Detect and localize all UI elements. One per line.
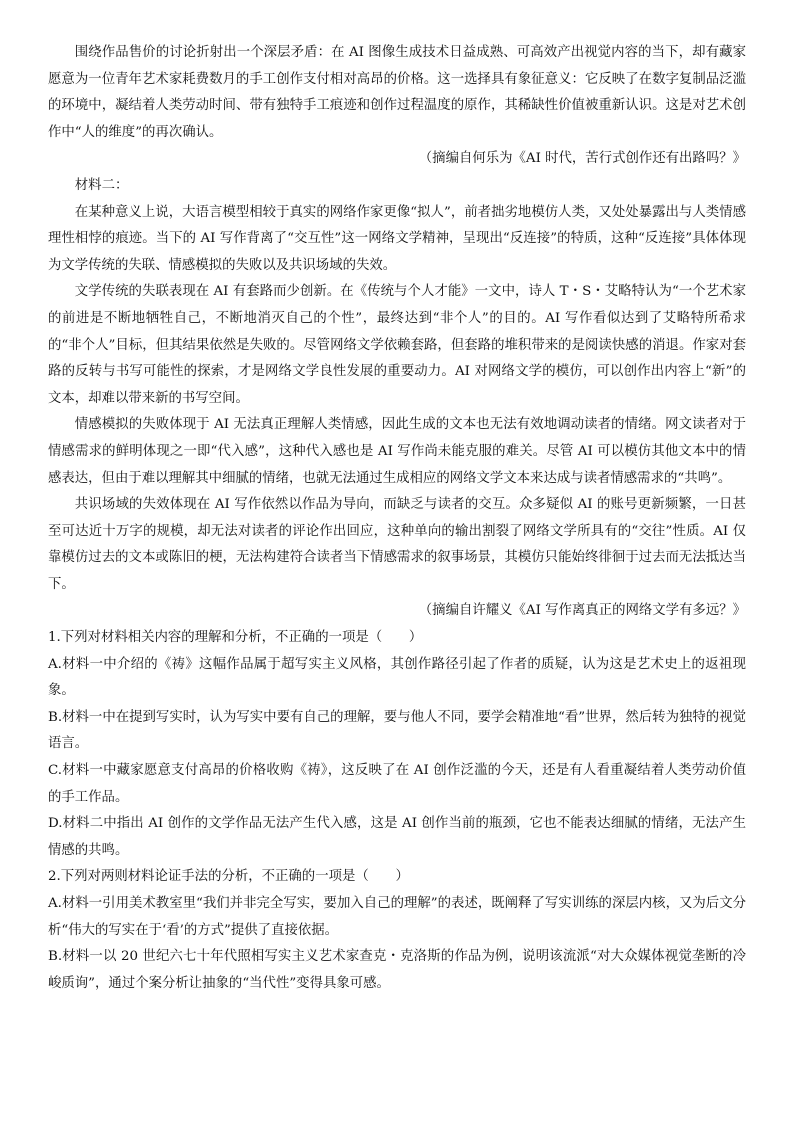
source-citation: （摘编自许耀义《AI 写作离真正的网络文学有多远？》 — [418, 603, 746, 619]
material-label: 材料二： — [74, 177, 129, 193]
question-option: D.材料二中指出 AI 创作的文学作品无法产生代入感，这是 AI 创作当前的瓶颈，它也不能表达细腻的情绪，无法产生情感的共鸣。 — [48, 816, 746, 858]
question-stem: 2.下列对两则材料论证手法的分析，不正确的一项是（ ） — [48, 869, 409, 885]
body-paragraph: 共识场域的失效体现在 AI 写作依然以作品为导向，而缺乏与读者的交互。众多疑似 AI 的账号更新频繁，一日甚至可达近十万字的规模，却无法对读者的评论作出回应，这种单向的输出割裂了网络文学所具有的“交往”性质。AI 仅靠模仿过去的文本或陈旧的梗，无法构建符合读者当下情感需求的叙事场景，其模仿只能始终徘徊于过去而无法抵达当下。 — [48, 497, 746, 592]
body-paragraph: 在某种意义上说，大语言模型相较于真实的网络作家更像“拟人”，前者拙劣地模仿人类，又处处暴露出与人类情感理性相悖的痕迹。当下的 AI 写作背离了“交互性”这一网络文学精神，呈现出“反连接”的特质，这种“反连接”具体体现为文学传统的失联、情感模拟的失败以及共识场域的失效。 — [48, 204, 746, 273]
question-option: A.材料一引用美术教室里“我们并非完全写实，要加入自己的理解”的表述，既阐释了写实训练的深层内核，又为后文分析“伟大的写实在于‘看’的方式”提供了直接依据。 — [48, 896, 746, 938]
question-option: B.材料一以 20 世纪六七十年代照相写实主义艺术家查克・克洛斯的作品为例，说明该流派“对大众媒体视觉垄断的冷峻质询”，通过个案分析让抽象的“当代性”变得具象可感。 — [48, 949, 746, 991]
question-option: C.材料一中藏家愿意支付高昂的价格收购《祷》，这反映了在 AI 创作泛滥的今天，还是有人看重凝结着人类劳动价值的手工作品。 — [48, 763, 746, 805]
body-paragraph: 情感模拟的失败体现于 AI 无法真正理解人类情感，因此生成的文本也无法有效地调动读者的情绪。网文读者对于情感需求的鲜明体现之一即“代入感”，这种代入感也是 AI 写作尚未能克服的难关。尽管 AI 可以模仿其他文本中的情感表达，但由于难以理解其中细腻的情绪，也就无法通过生成相应的网络文学文本来达成与读者情感需求的“共鸣”。 — [48, 417, 746, 486]
source-citation: （摘编自何乐为《AI 时代，苦行式创作还有出路吗？》 — [418, 151, 746, 167]
body-paragraph: 文学传统的失联表现在 AI 有套路而少创新。在《传统与个人才能》一文中，诗人 T・S・艾略特认为“一个艺术家的前进是不断地牺牲自己，不断地消灭自己的个性”，最终达到“非个人”的目的。AI 写作看似达到了艾略特所希求的“非个人”目标，但其结果依然是失败的。尽管网络文学依赖套路，但套路的堆积带来的是阅读快感的消退。作家对套路的反转与书写可能性的探索，才是网络文学良性发展的重要动力。AI 对网络文学的模仿，可以创作出内容上“新”的文本，却难以带来新的书写空间。 — [48, 284, 746, 406]
question-stem: 1.下列对材料相关内容的理解和分析，不正确的一项是（ ） — [48, 630, 423, 646]
question-option: A.材料一中介绍的《祷》这幅作品属于超写实主义风格，其创作路径引起了作者的质疑，认为这是艺术史上的返祖现象。 — [48, 656, 746, 699]
document-page — [48, 40, 746, 997]
question-option: B.材料一中在提到写实时，认为写实中要有自己的理解，要与他人不同，要学会精准地“看”世界，然后转为独特的视觉语言。 — [48, 709, 746, 752]
body-paragraph: 围绕作品售价的讨论折射出一个深层矛盾：在 AI 图像生成技术日益成熟、可高效产出视觉内容的当下，却有藏家愿意为一位青年艺术家耗费数月的手工创作支付相对高昂的价格。这一选择具有象征意义：它反映了在数字复制品泛滥的环境中，凝结着人类劳动时间、带有独特手工痕迹和创作过程温度的原作，其稀缺性价值被重新认识。这是对艺术创作中“人的维度”的再次确认。 — [48, 45, 746, 140]
